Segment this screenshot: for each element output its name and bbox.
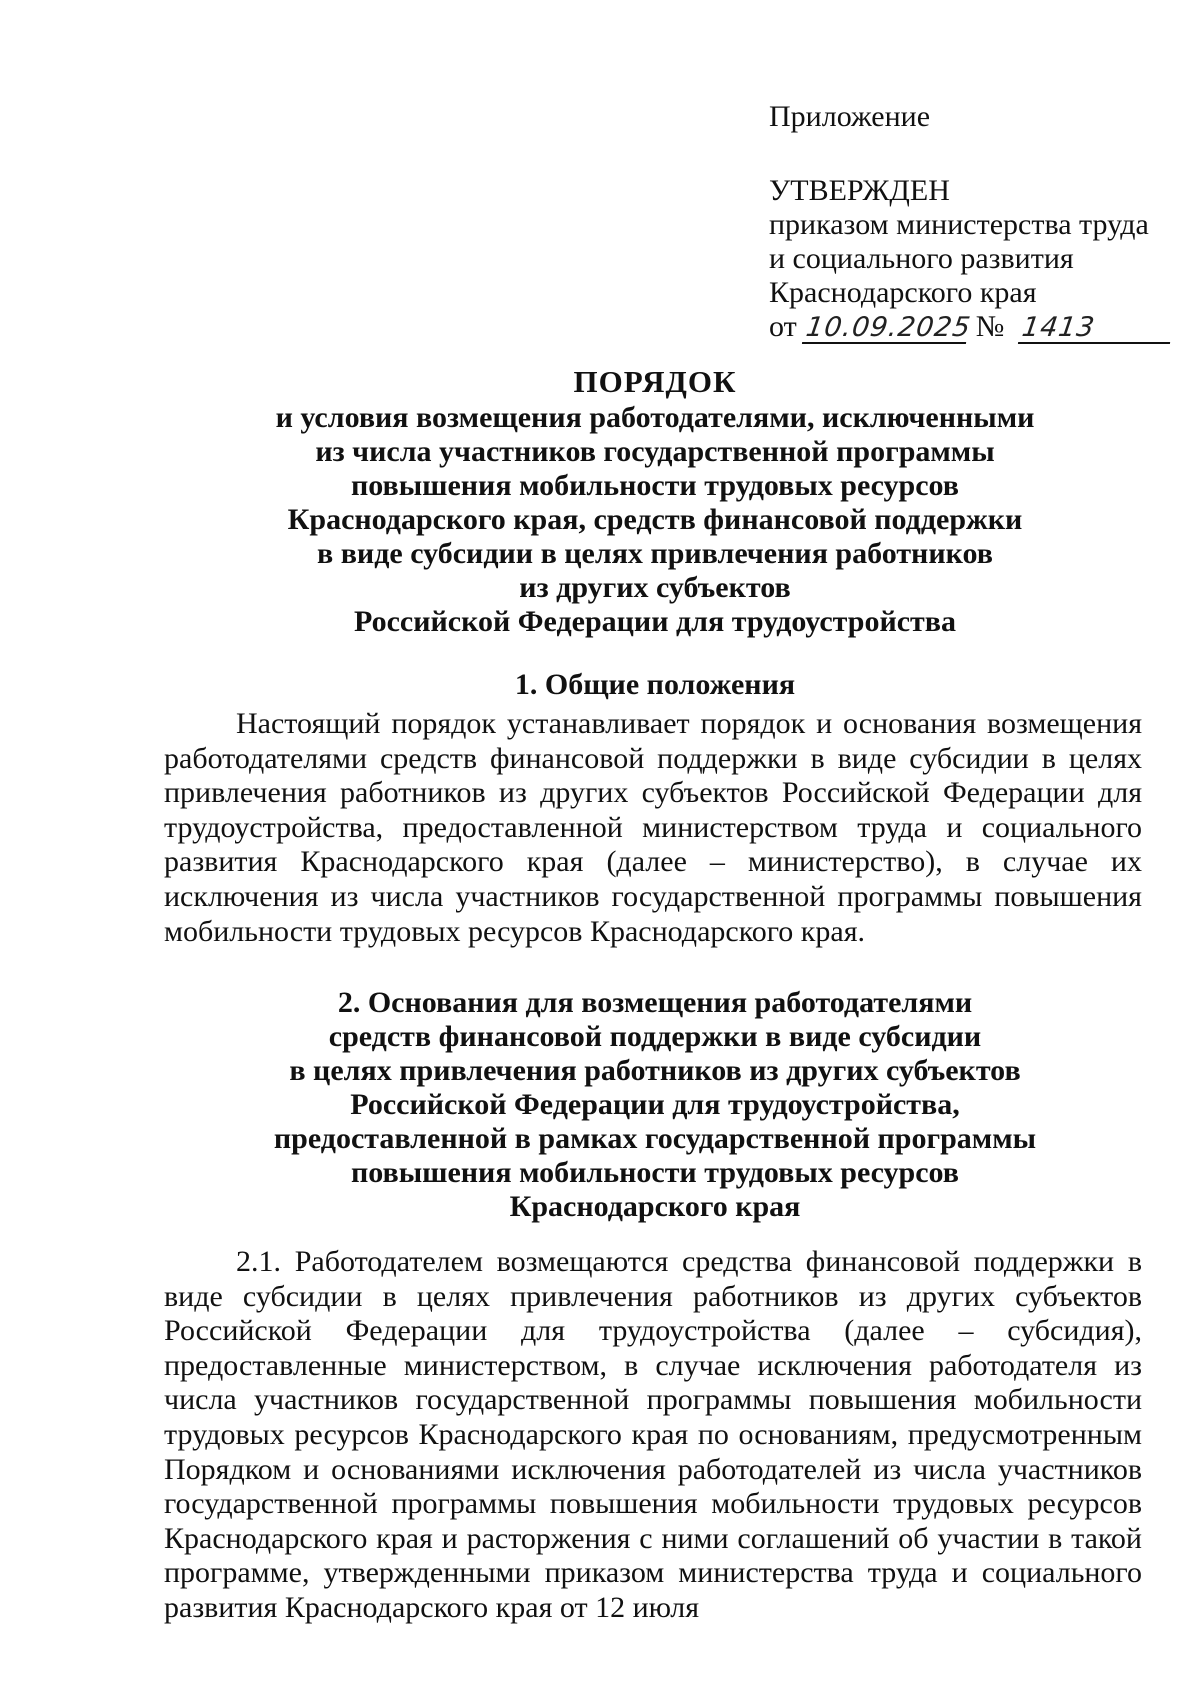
section-2-heading-line: предоставленной в рамках государственной программы: [273, 1122, 1037, 1155]
section-1-paragraph: Настоящий порядок устанавливает порядок и основания возмещения работодателями средств финансовой поддержки в виде субсидии в целях привлечения работников из других субъектов Российской Федерации для трудоустройства, предоставленной министерством труда и социального развития Краснодарского края (далее – министерство), в случае их исключения из числа участников государственной программы повышения мобильности трудовых ресурсов Краснодарского края.: [164, 707, 1142, 948]
approval-line-2: и социального развития: [769, 242, 1074, 275]
title-line: из других субъектов: [519, 571, 791, 604]
title-line: повышения мобильности трудовых ресурсов: [350, 469, 960, 502]
section-1-heading: 1. Общие положения: [514, 668, 796, 701]
title-line: из числа участников государственной программы: [315, 435, 995, 468]
section-2-heading: [160, 986, 1150, 1224]
title-line: в виде субсидии в целях привлечения работников: [317, 537, 993, 570]
handwritten-date: 10.09.2025: [802, 314, 970, 344]
section-2-heading-line: в целях привлечения работников из других субъектов: [289, 1054, 1021, 1087]
document-title: [160, 365, 1150, 639]
section-2-heading-line: 2. Основания для возмещения работодателями: [337, 986, 973, 1019]
approval-stamp-block: [769, 100, 1169, 344]
section-2-heading-line: Краснодарского края: [509, 1190, 801, 1223]
number-sign: №: [975, 310, 1005, 343]
appendix-label: Приложение: [769, 100, 931, 133]
approval-line-1: приказом министерства труда: [769, 208, 1149, 241]
section-2-heading-line: Российской Федерации для трудоустройства,: [350, 1088, 960, 1121]
section-2-paragraph: 2.1. Работодателем возмещаются средства финансовой поддержки в виде субсидии в целях привлечения работников из других субъектов Российской Федерации для трудоустройства (далее – субсидия), предоставленные министерством, в случае исключения работодателя из числа участников государственной программы повышения мобильности трудовых ресурсов Краснодарского края по основаниям, предусмотренным Порядком и основаниями исключения работодателей из числа участников государственной программы повышения мобильности трудовых ресурсов Краснодарского края и расторжения с ними соглашений об участии в такой программе, утвержденными приказом министерства труда и социального развития Краснодарского края от 12 июля: [164, 1245, 1142, 1624]
title-main: ПОРЯДОК: [573, 364, 737, 399]
title-line: Краснодарского края, средств финансовой поддержки: [287, 503, 1023, 536]
section-2-heading-line: средств финансовой поддержки в виде субсидии: [328, 1020, 982, 1053]
date-prefix: от: [769, 310, 797, 343]
title-line: и условия возмещения работодателями, исключенными: [275, 401, 1035, 434]
section-2-heading-line: повышения мобильности трудовых ресурсов: [350, 1156, 960, 1189]
handwritten-order-number: 1413: [1018, 314, 1174, 344]
approval-line-3: Краснодарского края: [769, 276, 1037, 309]
approved-label: УТВЕРЖДЕН: [769, 174, 950, 207]
order-date-number-line: [769, 310, 1169, 344]
title-line: Российской Федерации для трудоустройства: [354, 605, 956, 638]
